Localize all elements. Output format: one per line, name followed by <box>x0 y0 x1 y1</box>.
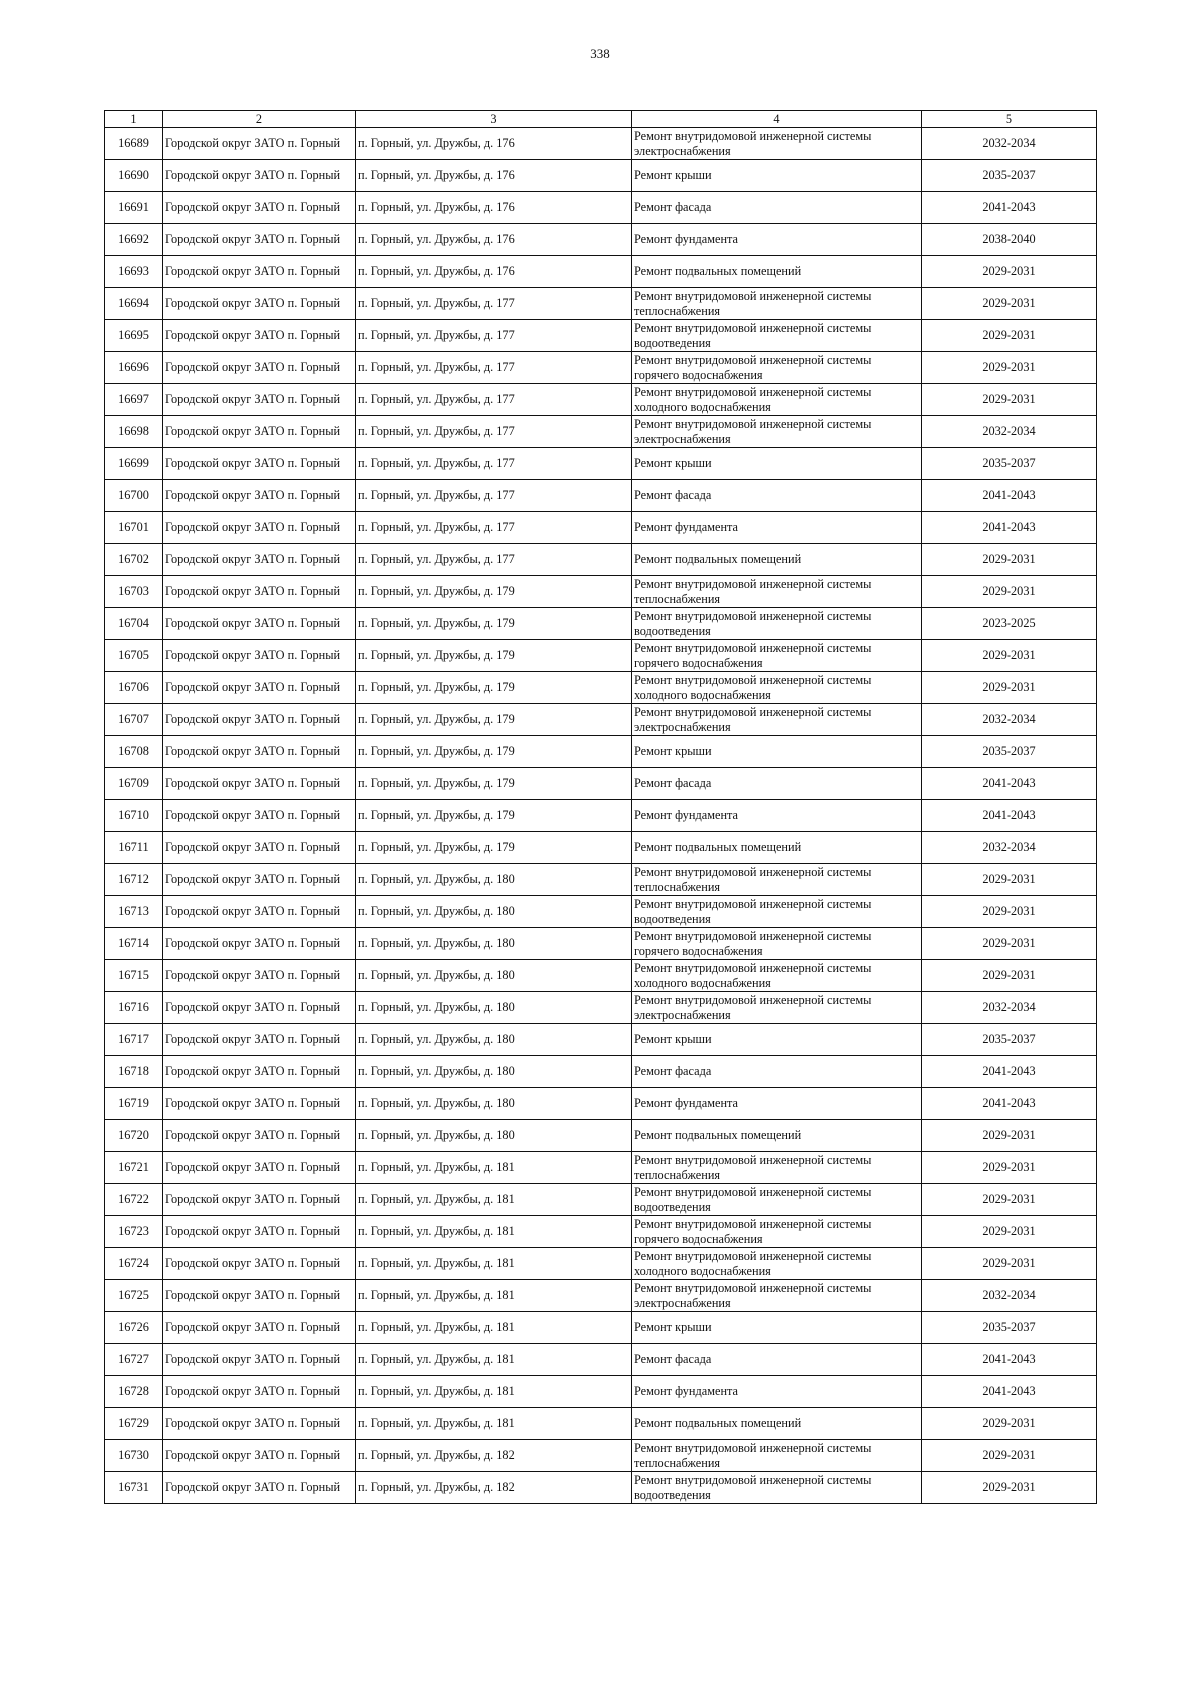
municipality-cell: Городской округ ЗАТО п. Горный <box>163 608 356 640</box>
table-row <box>105 416 1097 448</box>
table-row <box>105 800 1097 832</box>
page-number: 338 <box>590 46 610 61</box>
address-cell: п. Горный, ул. Дружбы, д. 179 <box>356 704 632 736</box>
period-cell: 2032-2034 <box>922 416 1097 448</box>
address-cell: п. Горный, ул. Дружбы, д. 179 <box>356 640 632 672</box>
work-type-cell: Ремонт подвальных помещений <box>632 1120 922 1152</box>
address-cell: п. Горный, ул. Дружбы, д. 179 <box>356 832 632 864</box>
municipality-cell: Городской округ ЗАТО п. Горный <box>163 960 356 992</box>
work-type-cell: Ремонт фасада <box>632 192 922 224</box>
table-row <box>105 512 1097 544</box>
table-header-row <box>105 111 1097 128</box>
column-header: 4 <box>632 111 922 128</box>
table-row <box>105 1376 1097 1408</box>
period-cell: 2041-2043 <box>922 800 1097 832</box>
address-cell: п. Горный, ул. Дружбы, д. 180 <box>356 1088 632 1120</box>
address-cell: п. Горный, ул. Дружбы, д. 179 <box>356 768 632 800</box>
work-type-cell: Ремонт крыши <box>632 1312 922 1344</box>
municipality-cell: Городской округ ЗАТО п. Горный <box>163 1408 356 1440</box>
period-cell: 2035-2037 <box>922 160 1097 192</box>
work-type-cell: Ремонт внутридомовой инженерной системы водоотведения <box>632 320 922 352</box>
municipality-cell: Городской округ ЗАТО п. Горный <box>163 352 356 384</box>
row-number: 16731 <box>105 1472 163 1504</box>
table-row <box>105 1152 1097 1184</box>
table-row <box>105 384 1097 416</box>
address-cell: п. Горный, ул. Дружбы, д. 176 <box>356 192 632 224</box>
period-cell: 2029-2031 <box>922 576 1097 608</box>
period-cell: 2029-2031 <box>922 1216 1097 1248</box>
period-cell: 2029-2031 <box>922 1472 1097 1504</box>
period-cell: 2041-2043 <box>922 512 1097 544</box>
work-type-cell: Ремонт внутридомовой инженерной системы горячего водоснабжения <box>632 352 922 384</box>
row-number: 16702 <box>105 544 163 576</box>
work-type-cell: Ремонт подвальных помещений <box>632 544 922 576</box>
table-row <box>105 320 1097 352</box>
address-cell: п. Горный, ул. Дружбы, д. 177 <box>356 416 632 448</box>
work-type-cell: Ремонт крыши <box>632 1024 922 1056</box>
table-row <box>105 1216 1097 1248</box>
municipality-cell: Городской округ ЗАТО п. Горный <box>163 160 356 192</box>
period-cell: 2029-2031 <box>922 1184 1097 1216</box>
period-cell: 2035-2037 <box>922 736 1097 768</box>
municipality-cell: Городской округ ЗАТО п. Горный <box>163 384 356 416</box>
table-body <box>105 128 1097 1504</box>
work-type-cell: Ремонт внутридомовой инженерной системы теплоснабжения <box>632 864 922 896</box>
municipality-cell: Городской округ ЗАТО п. Горный <box>163 544 356 576</box>
row-number: 16719 <box>105 1088 163 1120</box>
municipality-cell: Городской округ ЗАТО п. Горный <box>163 1216 356 1248</box>
table-row <box>105 768 1097 800</box>
municipality-cell: Городской округ ЗАТО п. Горный <box>163 768 356 800</box>
row-number: 16701 <box>105 512 163 544</box>
row-number: 16728 <box>105 1376 163 1408</box>
row-number: 16713 <box>105 896 163 928</box>
work-type-cell: Ремонт фундамента <box>632 800 922 832</box>
work-type-cell: Ремонт внутридомовой инженерной системы водоотведения <box>632 1472 922 1504</box>
address-cell: п. Горный, ул. Дружбы, д. 180 <box>356 960 632 992</box>
row-number: 16699 <box>105 448 163 480</box>
table-row <box>105 608 1097 640</box>
work-type-cell: Ремонт внутридомовой инженерной системы электроснабжения <box>632 704 922 736</box>
column-header: 1 <box>105 111 163 128</box>
work-type-cell: Ремонт внутридомовой инженерной системы электроснабжения <box>632 128 922 160</box>
address-cell: п. Горный, ул. Дружбы, д. 180 <box>356 992 632 1024</box>
municipality-cell: Городской округ ЗАТО п. Горный <box>163 1280 356 1312</box>
table-row <box>105 640 1097 672</box>
work-type-cell: Ремонт фундамента <box>632 1376 922 1408</box>
table-row <box>105 288 1097 320</box>
table-row <box>105 1184 1097 1216</box>
municipality-cell: Городской округ ЗАТО п. Горный <box>163 416 356 448</box>
table-row <box>105 1024 1097 1056</box>
period-cell: 2035-2037 <box>922 1312 1097 1344</box>
work-type-cell: Ремонт подвальных помещений <box>632 832 922 864</box>
work-type-cell: Ремонт внутридомовой инженерной системы водоотведения <box>632 896 922 928</box>
municipality-cell: Городской округ ЗАТО п. Горный <box>163 512 356 544</box>
work-type-cell: Ремонт внутридомовой инженерной системы холодного водоснабжения <box>632 384 922 416</box>
period-cell: 2032-2034 <box>922 128 1097 160</box>
row-number: 16720 <box>105 1120 163 1152</box>
row-number: 16706 <box>105 672 163 704</box>
work-type-cell: Ремонт внутридомовой инженерной системы холодного водоснабжения <box>632 672 922 704</box>
address-cell: п. Горный, ул. Дружбы, д. 181 <box>356 1280 632 1312</box>
municipality-cell: Городской округ ЗАТО п. Горный <box>163 1344 356 1376</box>
period-cell: 2029-2031 <box>922 928 1097 960</box>
address-cell: п. Горный, ул. Дружбы, д. 181 <box>356 1344 632 1376</box>
period-cell: 2029-2031 <box>922 384 1097 416</box>
table-row <box>105 832 1097 864</box>
address-cell: п. Горный, ул. Дружбы, д. 177 <box>356 544 632 576</box>
table-row <box>105 960 1097 992</box>
row-number: 16695 <box>105 320 163 352</box>
period-cell: 2023-2025 <box>922 608 1097 640</box>
municipality-cell: Городской округ ЗАТО п. Горный <box>163 928 356 960</box>
address-cell: п. Горный, ул. Дружбы, д. 179 <box>356 800 632 832</box>
period-cell: 2032-2034 <box>922 832 1097 864</box>
work-type-cell: Ремонт внутридомовой инженерной системы горячего водоснабжения <box>632 640 922 672</box>
work-type-cell: Ремонт крыши <box>632 448 922 480</box>
address-cell: п. Горный, ул. Дружбы, д. 181 <box>356 1408 632 1440</box>
column-header: 2 <box>163 111 356 128</box>
table-row <box>105 1088 1097 1120</box>
municipality-cell: Городской округ ЗАТО п. Горный <box>163 192 356 224</box>
row-number: 16729 <box>105 1408 163 1440</box>
work-type-cell: Ремонт внутридомовой инженерной системы горячего водоснабжения <box>632 928 922 960</box>
table-row <box>105 1056 1097 1088</box>
address-cell: п. Горный, ул. Дружбы, д. 180 <box>356 1120 632 1152</box>
row-number: 16721 <box>105 1152 163 1184</box>
row-number: 16703 <box>105 576 163 608</box>
address-cell: п. Горный, ул. Дружбы, д. 176 <box>356 160 632 192</box>
table-row <box>105 480 1097 512</box>
period-cell: 2029-2031 <box>922 1248 1097 1280</box>
table-row <box>105 672 1097 704</box>
period-cell: 2029-2031 <box>922 256 1097 288</box>
row-number: 16726 <box>105 1312 163 1344</box>
municipality-cell: Городской округ ЗАТО п. Горный <box>163 256 356 288</box>
period-cell: 2029-2031 <box>922 1408 1097 1440</box>
row-number: 16708 <box>105 736 163 768</box>
row-number: 16714 <box>105 928 163 960</box>
row-number: 16730 <box>105 1440 163 1472</box>
work-type-cell: Ремонт внутридомовой инженерной системы водоотведения <box>632 1184 922 1216</box>
table-row <box>105 352 1097 384</box>
address-cell: п. Горный, ул. Дружбы, д. 180 <box>356 928 632 960</box>
municipality-cell: Городской округ ЗАТО п. Горный <box>163 864 356 896</box>
period-cell: 2029-2031 <box>922 864 1097 896</box>
municipality-cell: Городской округ ЗАТО п. Горный <box>163 832 356 864</box>
municipality-cell: Городской округ ЗАТО п. Горный <box>163 992 356 1024</box>
row-number: 16716 <box>105 992 163 1024</box>
period-cell: 2029-2031 <box>922 352 1097 384</box>
row-number: 16722 <box>105 1184 163 1216</box>
municipality-cell: Городской округ ЗАТО п. Горный <box>163 704 356 736</box>
municipality-cell: Городской округ ЗАТО п. Горный <box>163 672 356 704</box>
table-row <box>105 1312 1097 1344</box>
row-number: 16689 <box>105 128 163 160</box>
period-cell: 2029-2031 <box>922 1120 1097 1152</box>
row-number: 16718 <box>105 1056 163 1088</box>
table-row <box>105 1344 1097 1376</box>
address-cell: п. Горный, ул. Дружбы, д. 180 <box>356 1056 632 1088</box>
repair-schedule-table <box>104 110 1097 1504</box>
table-row <box>105 992 1097 1024</box>
table-row <box>105 192 1097 224</box>
work-type-cell: Ремонт внутридомовой инженерной системы теплоснабжения <box>632 288 922 320</box>
address-cell: п. Горный, ул. Дружбы, д. 182 <box>356 1472 632 1504</box>
period-cell: 2041-2043 <box>922 768 1097 800</box>
address-cell: п. Горный, ул. Дружбы, д. 176 <box>356 224 632 256</box>
row-number: 16710 <box>105 800 163 832</box>
table-row <box>105 704 1097 736</box>
work-type-cell: Ремонт внутридомовой инженерной системы электроснабжения <box>632 992 922 1024</box>
period-cell: 2029-2031 <box>922 320 1097 352</box>
municipality-cell: Городской округ ЗАТО п. Горный <box>163 128 356 160</box>
address-cell: п. Горный, ул. Дружбы, д. 182 <box>356 1440 632 1472</box>
work-type-cell: Ремонт фасада <box>632 1344 922 1376</box>
address-cell: п. Горный, ул. Дружбы, д. 177 <box>356 288 632 320</box>
period-cell: 2032-2034 <box>922 704 1097 736</box>
row-number: 16704 <box>105 608 163 640</box>
table-row <box>105 928 1097 960</box>
row-number: 16696 <box>105 352 163 384</box>
address-cell: п. Горный, ул. Дружбы, д. 177 <box>356 512 632 544</box>
period-cell: 2032-2034 <box>922 1280 1097 1312</box>
row-number: 16712 <box>105 864 163 896</box>
municipality-cell: Городской округ ЗАТО п. Горный <box>163 448 356 480</box>
address-cell: п. Горный, ул. Дружбы, д. 177 <box>356 384 632 416</box>
period-cell: 2029-2031 <box>922 640 1097 672</box>
period-cell: 2029-2031 <box>922 1152 1097 1184</box>
row-number: 16697 <box>105 384 163 416</box>
period-cell: 2041-2043 <box>922 192 1097 224</box>
work-type-cell: Ремонт внутридомовой инженерной системы теплоснабжения <box>632 1152 922 1184</box>
address-cell: п. Горный, ул. Дружбы, д. 179 <box>356 576 632 608</box>
period-cell: 2029-2031 <box>922 288 1097 320</box>
table-row <box>105 1472 1097 1504</box>
address-cell: п. Горный, ул. Дружбы, д. 181 <box>356 1184 632 1216</box>
column-header: 5 <box>922 111 1097 128</box>
work-type-cell: Ремонт внутридомовой инженерной системы холодного водоснабжения <box>632 960 922 992</box>
row-number: 16715 <box>105 960 163 992</box>
municipality-cell: Городской округ ЗАТО п. Горный <box>163 1088 356 1120</box>
table-row <box>105 1408 1097 1440</box>
address-cell: п. Горный, ул. Дружбы, д. 179 <box>356 736 632 768</box>
work-type-cell: Ремонт внутридомовой инженерной системы холодного водоснабжения <box>632 1248 922 1280</box>
municipality-cell: Городской округ ЗАТО п. Горный <box>163 224 356 256</box>
row-number: 16724 <box>105 1248 163 1280</box>
municipality-cell: Городской округ ЗАТО п. Горный <box>163 640 356 672</box>
table-row <box>105 896 1097 928</box>
address-cell: п. Горный, ул. Дружбы, д. 179 <box>356 608 632 640</box>
row-number: 16727 <box>105 1344 163 1376</box>
address-cell: п. Горный, ул. Дружбы, д. 181 <box>356 1216 632 1248</box>
table-row <box>105 224 1097 256</box>
address-cell: п. Горный, ул. Дружбы, д. 177 <box>356 480 632 512</box>
address-cell: п. Горный, ул. Дружбы, д. 180 <box>356 1024 632 1056</box>
municipality-cell: Городской округ ЗАТО п. Горный <box>163 1120 356 1152</box>
municipality-cell: Городской округ ЗАТО п. Горный <box>163 736 356 768</box>
period-cell: 2029-2031 <box>922 896 1097 928</box>
table-row <box>105 864 1097 896</box>
municipality-cell: Городской округ ЗАТО п. Горный <box>163 1184 356 1216</box>
table-row <box>105 128 1097 160</box>
address-cell: п. Горный, ул. Дружбы, д. 176 <box>356 128 632 160</box>
municipality-cell: Городской округ ЗАТО п. Горный <box>163 1056 356 1088</box>
table-row <box>105 544 1097 576</box>
period-cell: 2041-2043 <box>922 480 1097 512</box>
municipality-cell: Городской округ ЗАТО п. Горный <box>163 800 356 832</box>
address-cell: п. Горный, ул. Дружбы, д. 180 <box>356 896 632 928</box>
municipality-cell: Городской округ ЗАТО п. Горный <box>163 1312 356 1344</box>
work-type-cell: Ремонт внутридомовой инженерной системы теплоснабжения <box>632 576 922 608</box>
row-number: 16691 <box>105 192 163 224</box>
table-row <box>105 1280 1097 1312</box>
address-cell: п. Горный, ул. Дружбы, д. 177 <box>356 352 632 384</box>
municipality-cell: Городской округ ЗАТО п. Горный <box>163 1376 356 1408</box>
row-number: 16692 <box>105 224 163 256</box>
municipality-cell: Городской округ ЗАТО п. Горный <box>163 576 356 608</box>
table-row <box>105 256 1097 288</box>
period-cell: 2029-2031 <box>922 1440 1097 1472</box>
municipality-cell: Городской округ ЗАТО п. Горный <box>163 1024 356 1056</box>
work-type-cell: Ремонт крыши <box>632 736 922 768</box>
address-cell: п. Горный, ул. Дружбы, д. 176 <box>356 256 632 288</box>
address-cell: п. Горный, ул. Дружбы, д. 181 <box>356 1312 632 1344</box>
work-type-cell: Ремонт внутридомовой инженерной системы теплоснабжения <box>632 1440 922 1472</box>
period-cell: 2029-2031 <box>922 960 1097 992</box>
row-number: 16717 <box>105 1024 163 1056</box>
municipality-cell: Городской округ ЗАТО п. Горный <box>163 1152 356 1184</box>
municipality-cell: Городской округ ЗАТО п. Горный <box>163 480 356 512</box>
work-type-cell: Ремонт внутридомовой инженерной системы электроснабжения <box>632 416 922 448</box>
work-type-cell: Ремонт внутридомовой инженерной системы водоотведения <box>632 608 922 640</box>
row-number: 16725 <box>105 1280 163 1312</box>
row-number: 16693 <box>105 256 163 288</box>
address-cell: п. Горный, ул. Дружбы, д. 177 <box>356 320 632 352</box>
table-row <box>105 448 1097 480</box>
row-number: 16707 <box>105 704 163 736</box>
address-cell: п. Горный, ул. Дружбы, д. 181 <box>356 1376 632 1408</box>
period-cell: 2032-2034 <box>922 992 1097 1024</box>
row-number: 16694 <box>105 288 163 320</box>
period-cell: 2035-2037 <box>922 448 1097 480</box>
address-cell: п. Горный, ул. Дружбы, д. 180 <box>356 864 632 896</box>
row-number: 16711 <box>105 832 163 864</box>
table-row <box>105 160 1097 192</box>
table-row <box>105 1120 1097 1152</box>
period-cell: 2041-2043 <box>922 1344 1097 1376</box>
period-cell: 2029-2031 <box>922 544 1097 576</box>
work-type-cell: Ремонт внутридомовой инженерной системы электроснабжения <box>632 1280 922 1312</box>
table-row <box>105 1248 1097 1280</box>
work-type-cell: Ремонт крыши <box>632 160 922 192</box>
period-cell: 2041-2043 <box>922 1376 1097 1408</box>
municipality-cell: Городской округ ЗАТО п. Горный <box>163 896 356 928</box>
period-cell: 2041-2043 <box>922 1088 1097 1120</box>
period-cell: 2035-2037 <box>922 1024 1097 1056</box>
address-cell: п. Горный, ул. Дружбы, д. 181 <box>356 1248 632 1280</box>
work-type-cell: Ремонт подвальных помещений <box>632 1408 922 1440</box>
table-row <box>105 736 1097 768</box>
work-type-cell: Ремонт фасада <box>632 1056 922 1088</box>
period-cell: 2038-2040 <box>922 224 1097 256</box>
municipality-cell: Городской округ ЗАТО п. Горный <box>163 1440 356 1472</box>
column-header: 3 <box>356 111 632 128</box>
municipality-cell: Городской округ ЗАТО п. Горный <box>163 288 356 320</box>
period-cell: 2041-2043 <box>922 1056 1097 1088</box>
address-cell: п. Горный, ул. Дружбы, д. 179 <box>356 672 632 704</box>
work-type-cell: Ремонт фундамента <box>632 224 922 256</box>
work-type-cell: Ремонт фасада <box>632 480 922 512</box>
address-cell: п. Горный, ул. Дружбы, д. 177 <box>356 448 632 480</box>
address-cell: п. Горный, ул. Дружбы, д. 181 <box>356 1152 632 1184</box>
row-number: 16709 <box>105 768 163 800</box>
work-type-cell: Ремонт внутридомовой инженерной системы горячего водоснабжения <box>632 1216 922 1248</box>
row-number: 16698 <box>105 416 163 448</box>
table-row <box>105 576 1097 608</box>
row-number: 16700 <box>105 480 163 512</box>
table-row <box>105 1440 1097 1472</box>
row-number: 16705 <box>105 640 163 672</box>
work-type-cell: Ремонт подвальных помещений <box>632 256 922 288</box>
work-type-cell: Ремонт фундамента <box>632 1088 922 1120</box>
row-number: 16723 <box>105 1216 163 1248</box>
period-cell: 2029-2031 <box>922 672 1097 704</box>
municipality-cell: Городской округ ЗАТО п. Горный <box>163 1248 356 1280</box>
municipality-cell: Городской округ ЗАТО п. Горный <box>163 1472 356 1504</box>
municipality-cell: Городской округ ЗАТО п. Горный <box>163 320 356 352</box>
work-type-cell: Ремонт фасада <box>632 768 922 800</box>
row-number: 16690 <box>105 160 163 192</box>
work-type-cell: Ремонт фундамента <box>632 512 922 544</box>
